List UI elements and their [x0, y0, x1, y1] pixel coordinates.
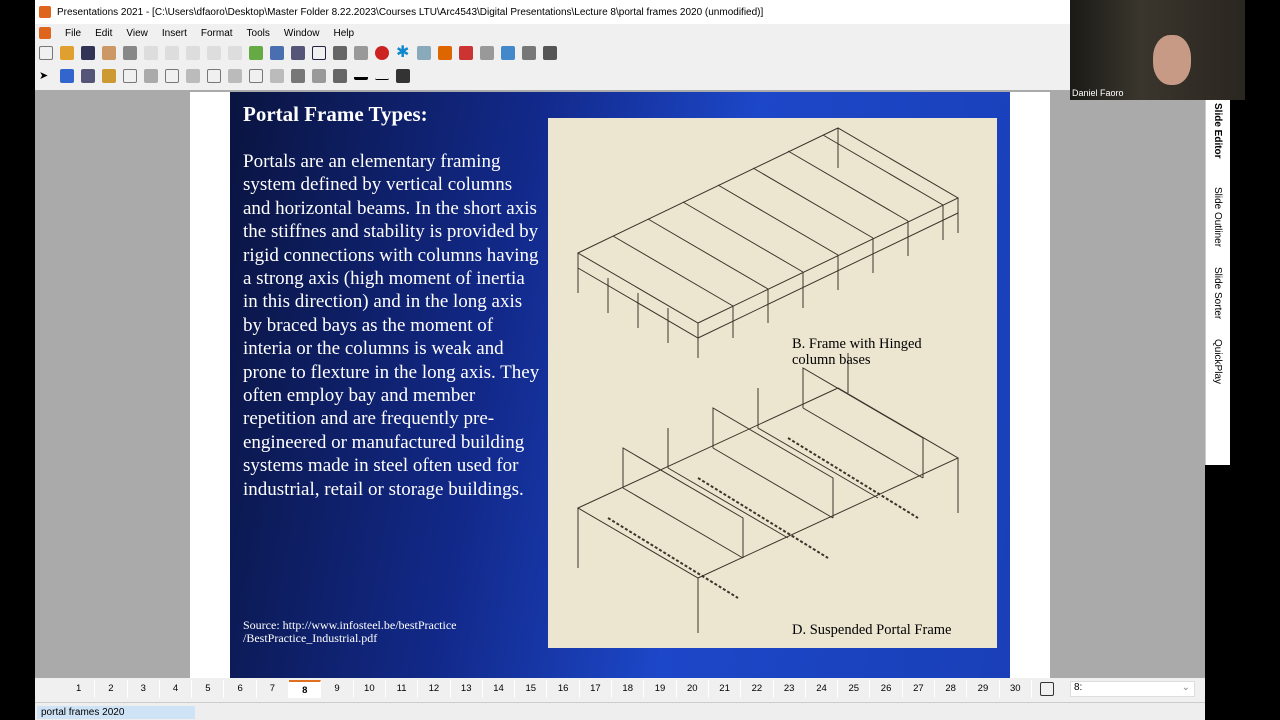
page-tab-5[interactable]: 5	[192, 680, 224, 698]
page-tab-2[interactable]: 2	[95, 680, 127, 698]
slide-title: Portal Frame Types:	[243, 102, 428, 126]
caption-hinged-frame	[792, 336, 922, 368]
menu-edit[interactable]: Edit	[95, 27, 113, 39]
menu-insert[interactable]: Insert	[161, 27, 187, 39]
hinged-frame-drawing	[578, 128, 958, 358]
status-bar	[35, 702, 1205, 720]
rectangle-icon[interactable]	[165, 69, 179, 83]
page-tab-19[interactable]: 19	[644, 680, 676, 698]
page-tab-14[interactable]: 14	[483, 680, 515, 698]
page-tab-27[interactable]: 27	[903, 680, 935, 698]
fill-icon[interactable]	[291, 69, 305, 83]
menu-tools[interactable]: Tools	[246, 27, 270, 39]
page-tab-25[interactable]: 25	[838, 680, 870, 698]
slide-combo-value: 8:	[1074, 682, 1083, 693]
background-icon[interactable]	[312, 46, 326, 60]
page-tab-13[interactable]: 13	[451, 680, 483, 698]
chevron-down-icon[interactable]: ⌄	[1181, 682, 1190, 693]
chart-icon[interactable]	[60, 69, 74, 83]
slide-icon[interactable]	[270, 46, 284, 60]
line-width-icon[interactable]	[354, 72, 368, 80]
page-tab-10[interactable]: 10	[354, 680, 386, 698]
slide[interactable]	[230, 92, 1010, 678]
caption-b-line-2: column bases	[792, 352, 871, 368]
source-line-1: Source: http://www.infosteel.be/bestPractice	[243, 618, 457, 632]
status-filename: portal frames 2020	[37, 706, 195, 719]
action-icon[interactable]	[270, 69, 284, 83]
page-tab-26[interactable]: 26	[870, 680, 902, 698]
zoom-icon[interactable]	[354, 46, 368, 60]
page-tab-22[interactable]: 22	[741, 680, 773, 698]
webcam-video	[1070, 0, 1245, 100]
page-tab-1[interactable]: 1	[63, 680, 95, 698]
line-style-icon[interactable]	[375, 72, 389, 80]
app-window	[35, 0, 1223, 720]
slide-body-text: Portals are an elementary framing system defined by vertical columns and horizontal beams. In the short axis the stiffnes and stability is provided by rigid connections with columns having a strong axis (high moment of inertia in this direction) and in the long axis by braced bays as the moment of interia or the columns is weak and prone to flexture in the long axis. They often employ bay and member repetition and are frequently pre-engineered or manufactured building systems made in steel often used for industrial, retail or storage buildings.	[243, 151, 540, 500]
page-tab-11[interactable]: 11	[386, 680, 418, 698]
editing-area	[35, 90, 1205, 678]
page-tab-3[interactable]: 3	[128, 680, 160, 698]
brush-icon[interactable]	[102, 69, 116, 83]
clipboard-icon[interactable]	[333, 69, 347, 83]
outline-icon[interactable]	[312, 69, 326, 83]
menu-file[interactable]: File	[65, 27, 82, 39]
layout-icon[interactable]	[291, 46, 305, 60]
publish-icon[interactable]	[438, 46, 452, 60]
page-tab-20[interactable]: 20	[677, 680, 709, 698]
table-icon[interactable]	[333, 46, 347, 60]
page-tab-8[interactable]: 8	[289, 680, 321, 698]
format-icon[interactable]	[249, 46, 263, 60]
slide-combo[interactable]	[1070, 681, 1195, 697]
select-arrow-icon[interactable]: ➤	[39, 70, 49, 82]
line-tool-icon[interactable]	[144, 69, 158, 83]
new-slide-icon[interactable]	[417, 46, 431, 60]
page-tab-29[interactable]: 29	[967, 680, 999, 698]
page-tab-9[interactable]: 9	[321, 680, 353, 698]
pdf-icon[interactable]	[459, 46, 473, 60]
print-preview-icon[interactable]	[102, 46, 116, 60]
org-chart-icon[interactable]	[81, 69, 95, 83]
arrow-shape-icon[interactable]	[186, 69, 200, 83]
page-tabs	[35, 678, 1205, 700]
page-tab-21[interactable]: 21	[709, 680, 741, 698]
paste-icon[interactable]	[186, 46, 200, 60]
page-tab-18[interactable]: 18	[612, 680, 644, 698]
page-tab-16[interactable]: 16	[547, 680, 579, 698]
page-tab-23[interactable]: 23	[774, 680, 806, 698]
page-tab-4[interactable]: 4	[160, 680, 192, 698]
page-tab-28[interactable]: 28	[935, 680, 967, 698]
apple-icon[interactable]	[375, 46, 389, 60]
help-icon[interactable]	[522, 46, 536, 60]
title-bar	[35, 0, 1070, 24]
tab-slide-editor[interactable]: Slide Editor	[1212, 103, 1223, 159]
page-tab-30[interactable]: 30	[1000, 680, 1032, 698]
window-title: Presentations 2021 - [C:\Users\dfaoro\Desktop\Master Folder 8.22.2023\Courses LTU\Arc4543\Digital Presentations\Lecture 8\portal frames 2020 (unmodified)]	[57, 6, 764, 18]
textbox-icon[interactable]	[123, 69, 137, 83]
suspended-frame-drawing	[578, 353, 958, 633]
frame-illustration	[548, 118, 997, 648]
undo-icon[interactable]	[207, 46, 221, 60]
cut-icon[interactable]	[144, 46, 158, 60]
portal-frame-drawings	[548, 118, 997, 648]
tab-quickplay[interactable]: QuickPlay	[1212, 338, 1223, 384]
page-tab-15[interactable]: 15	[515, 680, 547, 698]
page-tab-24[interactable]: 24	[806, 680, 838, 698]
drawing-toolbar	[35, 65, 1070, 87]
redo-icon[interactable]	[228, 46, 242, 60]
tab-slide-sorter[interactable]: Slide Sorter	[1212, 266, 1223, 319]
app-icon	[39, 6, 51, 18]
email-icon[interactable]	[480, 46, 494, 60]
page-tab-17[interactable]: 17	[580, 680, 612, 698]
caption-suspended-frame: D. Suspended Portal Frame	[792, 622, 952, 638]
menu-view[interactable]: View	[126, 27, 148, 39]
copy-icon[interactable]	[165, 46, 179, 60]
star-icon[interactable]	[228, 69, 242, 83]
presenter-face	[1153, 35, 1191, 85]
webcam-name: Daniel Faoro	[1072, 88, 1124, 98]
print-icon[interactable]	[123, 46, 137, 60]
speech-icon[interactable]	[249, 69, 263, 83]
page-tab-6[interactable]: 6	[224, 680, 256, 698]
page-tab-12[interactable]: 12	[418, 680, 450, 698]
open-icon[interactable]	[60, 46, 74, 60]
slide-list-icon[interactable]	[1040, 682, 1054, 696]
new-icon[interactable]	[39, 46, 53, 60]
callout-icon[interactable]	[207, 69, 221, 83]
menu-window[interactable]: Window	[283, 27, 320, 39]
font-icon[interactable]	[543, 46, 557, 60]
tab-slide-outliner[interactable]: Slide Outliner	[1212, 186, 1223, 247]
menu-bar	[35, 24, 1070, 42]
source-line-2: /BestPractice_Industrial.pdf	[243, 631, 378, 645]
asterisk-icon[interactable]: ✱	[396, 44, 410, 61]
doc-icon	[39, 27, 51, 39]
web-icon[interactable]	[501, 46, 515, 60]
source-text	[243, 619, 457, 645]
menu-format[interactable]: Format	[200, 27, 233, 39]
side-tabs	[1205, 95, 1230, 465]
save-icon[interactable]	[81, 46, 95, 60]
main-toolbar	[35, 42, 1070, 64]
shadow-icon[interactable]	[396, 69, 410, 83]
page-tab-7[interactable]: 7	[257, 680, 289, 698]
menu-help[interactable]: Help	[333, 27, 355, 39]
caption-b-line-1: B. Frame with Hinged	[792, 336, 922, 352]
